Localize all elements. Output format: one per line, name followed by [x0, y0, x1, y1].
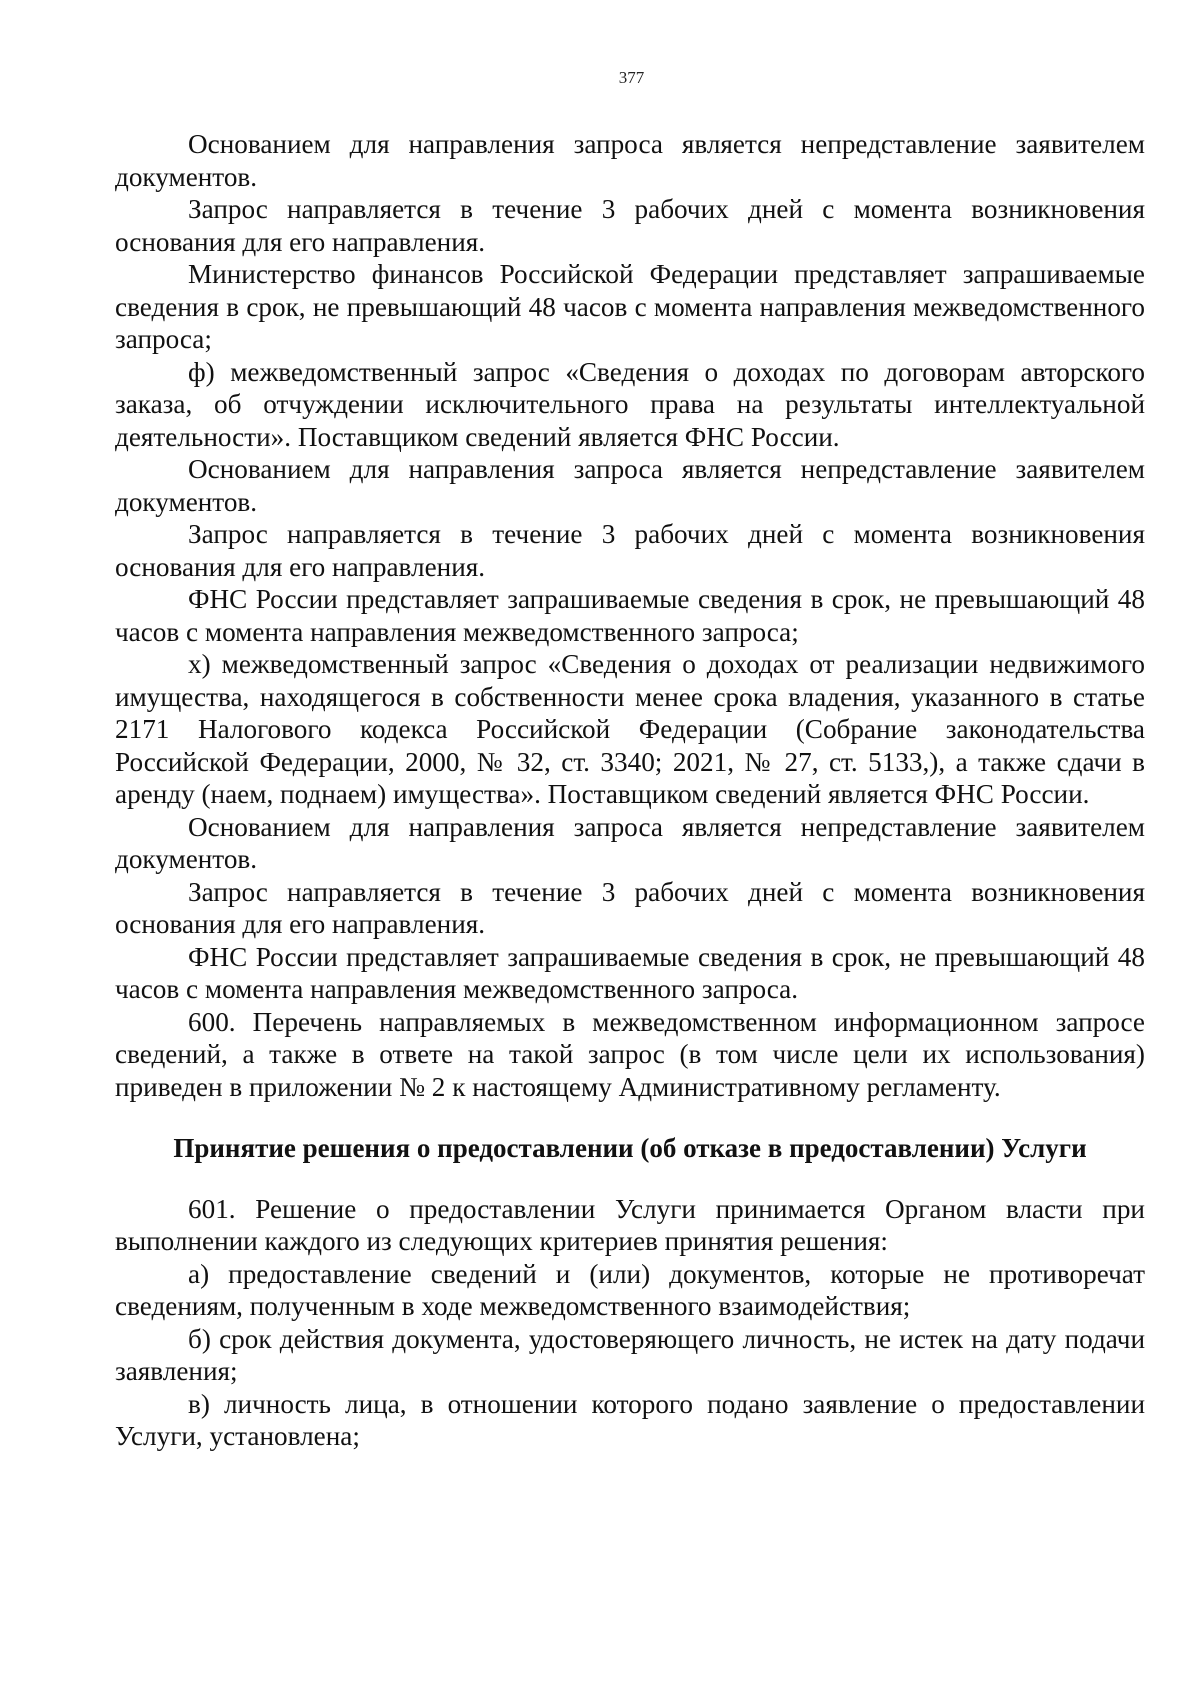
paragraph: х) межведомственный запрос «Сведения о доходах от реализации недвижимого имущества, находящегося в собственности менее срока владения, указанного в статье 2171 Налогового кодекса Российской Федерации (Собрание законодательства Российской Федерации, 2000, № 32, ст. 3340; 2021, № 27, ст. 5133,), а также сдачи в аренду (наем, поднаем) имущества». Поставщиком сведений является ФНС России. — [115, 649, 1145, 809]
paragraph: ФНС России представляет запрашиваемые сведения в срок, не превышающий 48 часов с момента направления межведомственного запроса. — [115, 941, 1145, 1004]
section-heading: Принятие решения о предоставлении (об отказе в предоставлении) Услуги — [173, 1133, 1087, 1163]
paragraph: Запрос направляется в течение 3 рабочих дней с момента возникновения основания для его направления. — [115, 519, 1145, 582]
paragraph: Запрос направляется в течение 3 рабочих дней с момента возникновения основания для его направления. — [115, 194, 1145, 257]
paragraph: б) срок действия документа, удостоверяющего личность, не истек на дату подачи заявления; — [115, 1323, 1145, 1386]
paragraph: 601. Решение о предоставлении Услуги принимается Органом власти при выполнении каждого из следующих критериев принятия решения: — [115, 1193, 1145, 1256]
paragraph: ф) межведомственный запрос «Сведения о доходах по договорам авторского заказа, об отчуждении исключительного права на результаты интеллектуальной деятельности». Поставщиком сведений является ФНС России. — [115, 356, 1145, 452]
page-number: 377 — [618, 68, 645, 87]
paragraph: Основанием для направления запроса является непредставление заявителем документов. — [115, 811, 1145, 874]
document-body — [115, 128, 1145, 1453]
paragraph: а) предоставление сведений и (или) документов, которые не противоречат сведениям, полученным в ходе межведомственного взаимодействия; — [115, 1258, 1145, 1321]
paragraph: Запрос направляется в течение 3 рабочих дней с момента возникновения основания для его направления. — [115, 876, 1145, 939]
paragraph: Основанием для направления запроса является непредставление заявителем документов. — [115, 454, 1145, 517]
paragraph: ФНС России представляет запрашиваемые сведения в срок, не превышающий 48 часов с момента направления межведомственного запроса; — [115, 584, 1145, 647]
paragraph: Министерство финансов Российской Федерации представляет запрашиваемые сведения в срок, не превышающий 48 часов с момента направления межведомственного запроса; — [115, 259, 1145, 354]
paragraph: Основанием для направления запроса является непредставление заявителем документов. — [115, 129, 1145, 192]
paragraph: в) личность лица, в отношении которого подано заявление о предоставлении Услуги, установлена; — [115, 1388, 1145, 1451]
paragraph: 600. Перечень направляемых в межведомственном информационном запросе сведений, а также в ответе на такой запрос (в том числе цели их использования) приведен в приложении № 2 к настоящему Административному регламенту. — [115, 1006, 1145, 1102]
